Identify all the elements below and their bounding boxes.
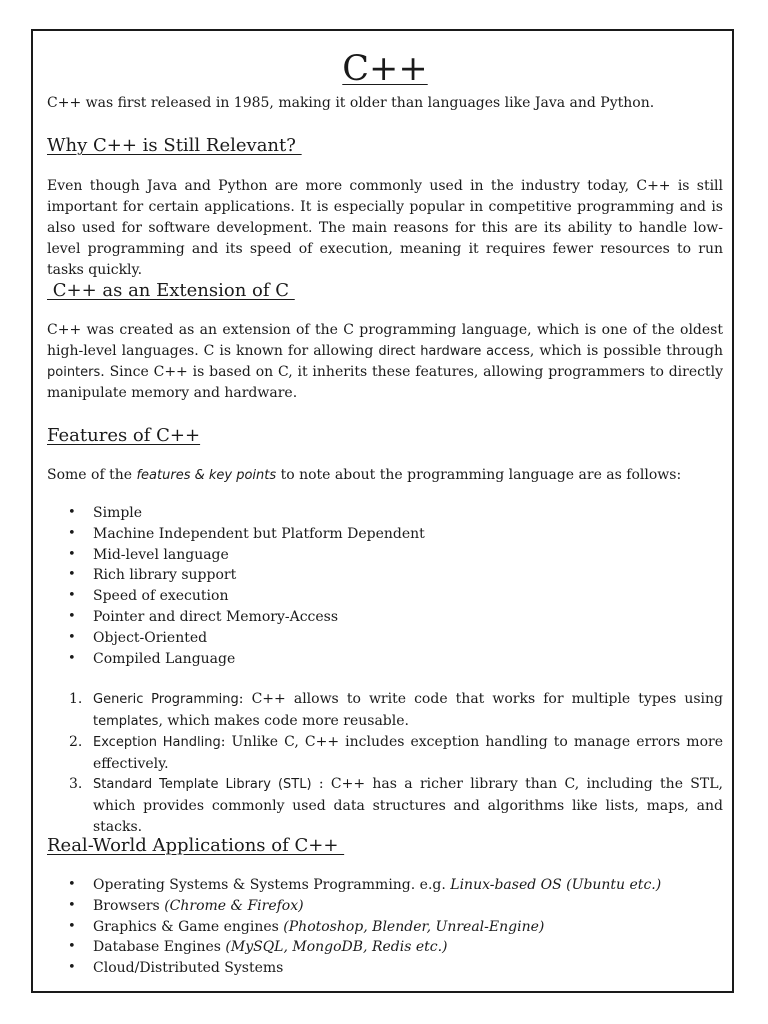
term-stl: Standard Template Library (STL): [93, 777, 312, 793]
term-direct-hardware-access: direct hardware access: [378, 344, 530, 359]
list-item: [47, 896, 723, 917]
text-part: , which makes code more reusable.: [158, 712, 409, 729]
intro-paragraph: C++ was first released in 1985, making it older than languages like Java and Python.: [47, 95, 655, 111]
heading-features: Features of C++: [47, 425, 201, 446]
text-part: : Unlike C, C++ includes exception handling to manage errors more effectively.: [93, 734, 723, 772]
text-part: . Since C++ is based on C, it inherits these features, allowing programmers to directly manipulate memory and hardware.: [47, 364, 723, 401]
item-example: (MySQL, MongoDB, Redis etc.): [225, 939, 448, 956]
item-number: 1.: [69, 691, 83, 707]
paragraph-features-intro: [47, 465, 723, 486]
list-item: [47, 937, 723, 958]
page-title: C++: [342, 49, 428, 89]
term-generic-programming: Generic Programming: [93, 692, 239, 707]
list-item: [47, 958, 723, 979]
heading-why-relevant: Why C++ is Still Relevant?: [47, 135, 302, 156]
item-text: Operating Systems & Systems Programming. e.g.: [93, 877, 451, 893]
term-templates: templates: [93, 713, 159, 729]
list-item: • Compiled Language: [47, 649, 723, 670]
text-part: C++ was created as an extension of the C programming language, which is one of the oldest high-level languages. C is known for allowing: [47, 322, 723, 359]
term-pointers: pointers: [47, 365, 101, 380]
list-item: [47, 917, 723, 938]
list-item: • Pointer and direct Memory-Access: [47, 607, 723, 628]
item-text: Graphics & Game engines: [93, 918, 284, 935]
features-bullet-list: [47, 503, 723, 669]
term-features-key-points: features & key points: [136, 468, 277, 483]
list-item: [47, 875, 723, 896]
text-part: , which is possible through: [529, 343, 724, 359]
list-item: • Machine Independent but Platform Dependent: [47, 524, 723, 545]
list-item: • Rich library support: [47, 565, 723, 586]
item-number: 3.: [69, 776, 83, 793]
item-example: (Photoshop, Blender, Unreal-Engine): [283, 918, 545, 935]
numbered-item: [47, 689, 723, 732]
features-numbered-list: [47, 689, 723, 837]
item-example: Linux-based OS (Ubuntu etc.): [450, 877, 662, 893]
text-part: to note about the programming language are as follows:: [276, 467, 682, 483]
text-part: : C++ allows to write code that works for multiple types using: [238, 691, 723, 707]
item-text: Database Engines: [93, 939, 226, 956]
item-example: (Chrome & Firefox): [164, 897, 304, 914]
list-item: • Speed of execution: [47, 586, 723, 607]
list-item: • Mid-level language: [47, 545, 723, 566]
item-text: Cloud/Distributed Systems: [93, 960, 284, 977]
item-number: 2.: [69, 734, 83, 751]
list-item: • Simple: [47, 503, 723, 524]
text-part: : C++ has a richer library than C, including the STL, which provides commonly used data structures and algorithms like lists, maps, and stacks.: [93, 776, 723, 835]
heading-real-world-applications: Real-World Applications of C++: [47, 835, 345, 856]
paragraph-extension-of-c: [47, 320, 723, 404]
heading-extension-of-c: C++ as an Extension of C: [47, 280, 295, 301]
title-box: [47, 48, 723, 90]
paragraph-why-relevant: Even though Java and Python are more commonly used in the industry today, C++ is still important for certain applications. It is especially popular in competitive programming and is also used for software development. The main reasons for this are its ability to handle low-level programming and its speed of execution, meaning it requires fewer resources to run tasks quickly.: [47, 178, 723, 278]
term-exception-handling: Exception Handling: [93, 735, 221, 751]
text-part: Some of the: [47, 467, 137, 483]
numbered-item: [47, 774, 723, 837]
item-text: Browsers: [93, 897, 165, 914]
list-item: • Object-Oriented: [47, 628, 723, 649]
numbered-item: [47, 732, 723, 774]
applications-bullet-list: [47, 875, 723, 979]
